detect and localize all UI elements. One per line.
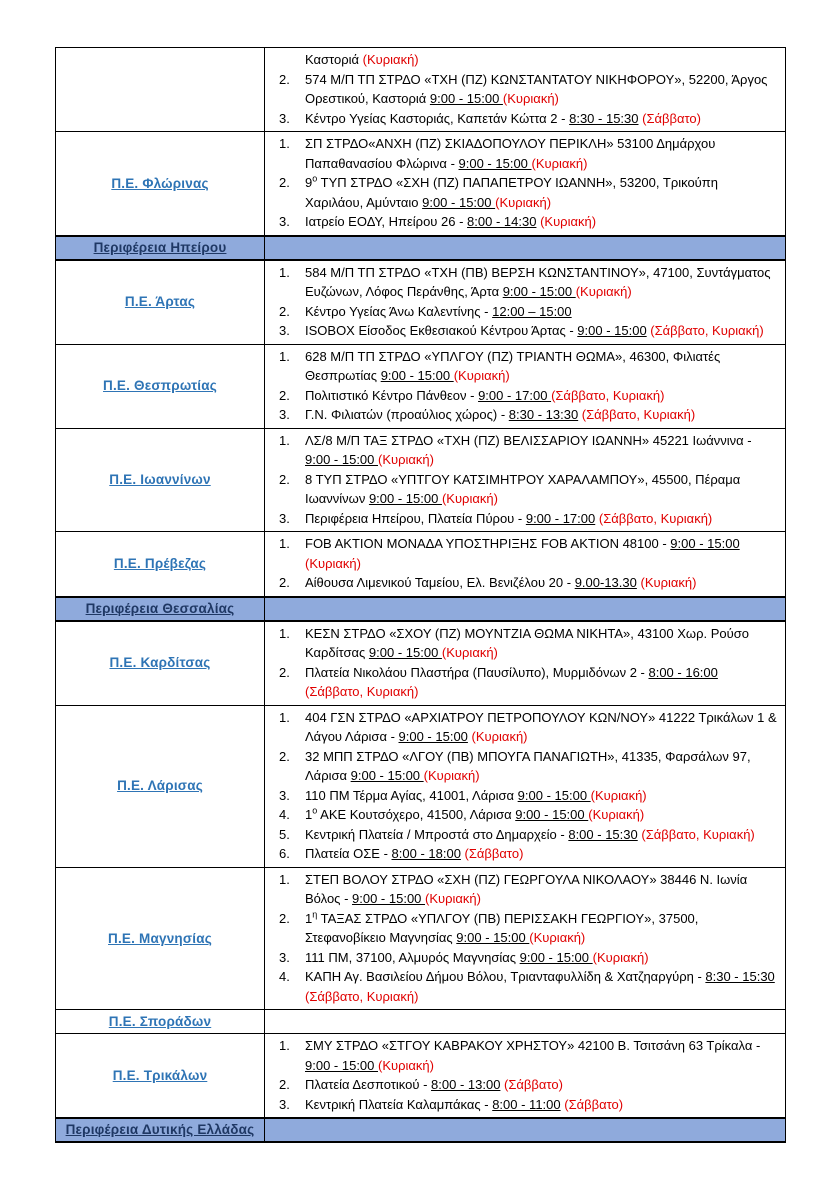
time-range: 9:00 - 15:00: [368, 645, 442, 660]
item-text-segment: Πλατεία Δεσποτικού -: [305, 1077, 432, 1092]
item-text-segment: ISOBOX Είσοδος Εκθεσιακού Κέντρου Άρτας -: [305, 323, 578, 338]
list-item: [279, 302, 779, 322]
section-header-cell: [56, 597, 265, 621]
region-link[interactable]: Π.Ε. Θεσπρωτίας: [103, 378, 217, 394]
locations-list-cell: [265, 532, 786, 597]
list-item: [279, 786, 779, 806]
item-text-segment: Ιατρείο ΕΟΔΥ, Ηπείρου 26 -: [305, 214, 468, 229]
region-name-cell: [56, 1010, 265, 1034]
item-text-segment: 574 Μ/Π ΤΠ ΣΤΡΔΟ «ΤΧΗ (ΠΖ) ΚΩΝΣΤΑΝΤΑΤΟΥ ΝΙΚΗΦΟΡΟΥ», 52200, Άργος Ορεστικού, Καστοριά: [305, 71, 768, 106]
item-number: 3.: [279, 323, 290, 338]
list-item: [279, 347, 779, 386]
region-row: [56, 132, 786, 236]
region-link[interactable]: Π.Ε. Ιωαννίνων: [109, 472, 211, 487]
section-header-row: [56, 597, 786, 621]
item-number: 1.: [279, 1038, 290, 1053]
day-note: (Σάββατο): [564, 1096, 624, 1112]
day-note: (Κυριακή): [540, 214, 597, 229]
list-item: [279, 948, 779, 968]
item-text: [305, 1075, 779, 1095]
time-range: 9:00 - 15:00: [456, 930, 530, 945]
region-link[interactable]: Π.Ε. Άρτας: [124, 294, 196, 310]
time-range: 9:00 - 15:00: [577, 323, 647, 338]
day-note: (Σάββατο, Κυριακή): [598, 510, 713, 526]
day-note: (Κυριακή): [423, 768, 480, 783]
list-item: [279, 263, 779, 302]
item-text-segment: ΚΑΠΗ Αγ. Βασιλείου Δήμου Βόλου, Τριανταφυλλίδη & Χατζηαργύρη -: [305, 969, 706, 984]
day-note: (Κυριακή): [441, 645, 498, 660]
day-note: (Κυριακή): [640, 575, 697, 590]
day-note: (Σάββατο, Κυριακή): [305, 988, 419, 1004]
region-row: [56, 1034, 786, 1119]
day-note: (Κυριακή): [305, 555, 361, 571]
item-text: [305, 573, 779, 593]
item-text-segment: ΚΕΣΝ ΣΤΡΔΟ «ΣΧΟΥ (ΠΖ) ΜΟΥΝΤΖΙΑ ΘΩΜΑ ΝΙΚΗΤΑ», 43100 Χωρ. Ρούσο Καρδίτσας: [305, 625, 749, 660]
item-text-segment: ΤΑΞΑΣ ΣΤΡΔΟ «ΥΠΛΓΟΥ (ΠΒ) ΠΕΡΙΣΣΑΚΗ ΓΕΩΡΓΙΟΥ», 37500, Στεφανοβίκειο Μαγνησίας: [305, 910, 699, 945]
region-row: [56, 705, 786, 867]
item-text-segment: 110 ΠΜ Τέρμα Αγίας, 41001, Λάρισα: [305, 787, 518, 803]
locations-list: [265, 622, 785, 705]
locations-list: [265, 532, 785, 596]
item-number: 1.: [279, 709, 290, 725]
list-item: [279, 321, 779, 341]
item-text-segment: Πολιτιστικό Κέντρο Πάνθεον -: [305, 387, 479, 403]
item-number: 2.: [279, 910, 290, 926]
region-name-cell: [56, 705, 265, 867]
list-item: [279, 870, 779, 909]
ordinal-superscript: ο: [312, 805, 318, 816]
item-text: [305, 534, 779, 573]
item-text: [305, 624, 779, 663]
list-item: [279, 109, 779, 129]
day-note: (Σάββατο, Κυριακή): [551, 387, 665, 403]
item-text-segment: Πλατεία ΟΣΕ -: [305, 846, 392, 861]
item-number: [279, 50, 305, 70]
list-item: [279, 509, 779, 529]
item-text-segment: Καστοριά: [305, 52, 363, 67]
time-range: 9.00-13.30: [574, 575, 637, 590]
item-text-segment: Κεντρική Πλατεία / Μπροστά στο Δημαρχείο -: [305, 826, 569, 842]
time-range: 9:00 - 15:00: [380, 368, 454, 383]
item-number: 2.: [279, 303, 290, 319]
item-number: 2.: [279, 1077, 290, 1092]
region-link[interactable]: Π.Ε. Τρικάλων: [112, 1067, 208, 1083]
item-text-segment: 404 ΓΣΝ ΣΤΡΔΟ «ΑΡΧΙΑΤΡΟΥ ΠΕΤΡΟΠΟΥΛΟΥ ΚΩΝ/ΝΟΥ» 41222 Τρικάλων 1 & Λάγου Λάρισα -: [305, 709, 777, 744]
item-text-segment: 628 Μ/Π ΤΠ ΣΤΡΔΟ «ΥΠΛΓΟΥ (ΠΖ) ΤΡΙΑΝΤΗ ΘΩΜΑ», 46300, Φιλιατές Θεσπρωτίας: [305, 348, 721, 383]
time-range: 9:00 - 15:00: [398, 729, 468, 744]
time-range: 9:00 - 17:00: [525, 510, 596, 526]
region-row: [56, 428, 786, 532]
region-link[interactable]: Π.Ε. Πρέβεζας: [113, 556, 207, 571]
section-header-row: [56, 1118, 786, 1142]
day-note: (Σάββατο, Κυριακή): [650, 323, 764, 338]
time-range: 9:00 - 15:00: [368, 491, 442, 506]
time-range: 9:00 - 15:00: [352, 891, 426, 906]
list-item: [279, 431, 779, 470]
region-name-cell: [56, 867, 265, 1010]
region-row: [56, 260, 786, 345]
item-number: 2.: [279, 575, 290, 590]
time-range: 9:00 - 15:00: [515, 807, 589, 822]
section-header-label[interactable]: Περιφέρεια Δυτικής Ελλάδας: [65, 1122, 255, 1138]
list-item: [279, 134, 779, 173]
day-note: (Κυριακή): [441, 491, 498, 506]
locations-list: [265, 132, 785, 235]
region-row: [56, 344, 786, 428]
section-header-label[interactable]: Περιφέρεια Ηπείρου: [93, 239, 227, 255]
region-row: [56, 48, 786, 132]
item-number: 4.: [279, 969, 290, 984]
time-range: 8:30 - 15:30: [705, 969, 775, 984]
section-header-empty-cell: [265, 597, 786, 621]
item-number: 2.: [279, 748, 290, 764]
list-item: [279, 573, 779, 593]
item-text: [305, 805, 779, 825]
time-range: 9:00 - 15:00: [350, 768, 424, 783]
item-text-segment: ΣΠ ΣΤΡΔΟ«ΑΝΧΗ (ΠΖ) ΣΚΙΑΔΟΠΟΥΛΟΥ ΠΕΡΙΚΛΗ» 53100 Δημάρχου Παπαθανασίου Φλώρινα -: [305, 136, 716, 171]
item-number: 1.: [279, 871, 290, 887]
item-text-segment: Κέντρο Υγείας Καστοριάς, Καπετάν Κώττα 2 -: [305, 110, 570, 126]
day-note: (Κυριακή): [425, 891, 481, 906]
item-text: [305, 663, 779, 702]
time-range: 8:00 - 13:00: [431, 1077, 501, 1092]
region-name-cell: [56, 532, 265, 597]
item-text: [305, 825, 779, 845]
day-note: (Κυριακή): [471, 729, 528, 744]
section-header-label[interactable]: Περιφέρεια Θεσσαλίας: [85, 600, 235, 616]
list-item: [279, 663, 779, 702]
item-text-segment: 111 ΠΜ, 37100, Αλμυρός Μαγνησίας: [305, 949, 520, 965]
item-text-segment: 1: [305, 807, 313, 822]
item-text: [305, 708, 779, 747]
list-item: [279, 747, 779, 786]
region-link[interactable]: Π.Ε. Μαγνησίας: [108, 930, 212, 946]
item-number: 2.: [279, 664, 290, 680]
locations-list-cell: [265, 132, 786, 236]
time-range: 9:00 - 15:00: [519, 949, 593, 965]
item-text: [305, 1036, 779, 1075]
item-text-segment: Αίθουσα Λιμενικού Ταμείου, Ελ. Βενιζέλου 20 -: [305, 575, 575, 590]
item-text: [305, 321, 779, 341]
day-note: (Κυριακή): [529, 930, 586, 945]
item-text: [305, 405, 779, 425]
region-link[interactable]: Π.Ε. Καρδίτσας: [109, 655, 211, 671]
region-link[interactable]: Π.Ε. Σποράδων: [108, 1013, 212, 1029]
item-number: 2.: [279, 471, 290, 487]
region-name-cell: [56, 344, 265, 428]
item-text-segment: ΛΣ/8 Μ/Π ΤΑΞ ΣΤΡΔΟ «ΤΧΗ (ΠΖ) ΒΕΛΙΣΣΑΡΙΟΥ ΙΩΑΝΝΗ» 45221 Ιωάννινα -: [305, 432, 752, 448]
list-item: [279, 386, 779, 406]
list-item: [279, 212, 779, 232]
locations-list-cell: [265, 48, 786, 132]
region-row: [56, 867, 786, 1010]
day-note: (Σάββατο): [642, 110, 701, 126]
list-item: [279, 624, 779, 663]
region-name-cell: [56, 132, 265, 236]
day-note: (Κυριακή): [453, 368, 510, 383]
time-range: 9:00 - 15:00: [429, 91, 503, 106]
list-item: [279, 844, 779, 864]
region-row: [56, 1010, 786, 1034]
item-number: 3.: [279, 510, 290, 526]
item-number: 3.: [279, 1096, 290, 1112]
time-range: 8:00 - 11:00: [492, 1096, 561, 1112]
item-number: 5.: [279, 826, 290, 842]
item-text-segment: 584 Μ/Π ΤΠ ΣΤΡΔΟ «ΤΧΗ (ΠΒ) ΒΕΡΣΗ ΚΩΝΣΤΑΝΤΙΝΟΥ», 47100, Συντάγματος Ευζώνων, Λόφος Περάνθης, Άρτα: [305, 264, 771, 299]
time-range: 8:30 - 15:30: [569, 110, 639, 126]
day-note: (Κυριακή): [378, 1057, 434, 1073]
time-range: 9:00 - 15:00: [422, 194, 496, 210]
item-text: [305, 302, 779, 322]
item-text: [305, 50, 779, 70]
day-note: (Κυριακή): [590, 787, 647, 803]
region-row: [56, 621, 786, 706]
day-note: (Κυριακή): [495, 194, 552, 210]
item-number: 1.: [279, 136, 290, 151]
list-item: [279, 909, 779, 948]
item-text: [305, 470, 779, 509]
locations-list: [265, 1010, 785, 1033]
item-number: 2.: [279, 175, 290, 190]
item-text-segment: 32 ΜΠΠ ΣΤΡΔΟ «ΛΓΟΥ (ΠΒ) ΜΠΟΥΓΑ ΠΑΝΑΓΙΩΤΗ», 41335, Φαρσάλων 97, Λάρισα: [305, 748, 751, 783]
item-text: [305, 70, 779, 109]
region-name-cell: [56, 260, 265, 345]
item-text-segment: 1: [305, 910, 313, 926]
time-range: 8:00 - 16:00: [648, 664, 718, 680]
locations-list: [265, 429, 785, 532]
locations-list-cell: [265, 1010, 786, 1034]
time-range: 8:00 - 15:30: [568, 826, 638, 842]
day-note: (Κυριακή): [588, 807, 645, 822]
item-text-segment: Κέντρο Υγείας Άνω Καλεντίνης -: [305, 303, 493, 319]
item-text-segment: Πλατεία Νικολάου Πλαστήρα (Παυσίλυπο), Μυρμιδόνων 2 -: [305, 664, 649, 680]
list-item: [279, 534, 779, 573]
day-note: (Σάββατο, Κυριακή): [581, 407, 696, 422]
item-number: 3.: [279, 110, 290, 126]
section-header-cell: [56, 1118, 265, 1142]
item-number: 1.: [279, 348, 290, 364]
item-text: [305, 509, 779, 529]
time-range: 8:00 - 14:30: [467, 214, 537, 229]
time-range: 9:00 - 17:00: [478, 387, 552, 403]
locations-list: [265, 868, 785, 1010]
item-text: [305, 386, 779, 406]
day-note: (Σάββατο): [464, 846, 524, 861]
item-text-segment: ΣΤΕΠ ΒΟΛΟΥ ΣΤΡΔΟ «ΣΧΗ (ΠΖ) ΓΕΩΡΓΟΥΛΑ ΝΙΚΟΛΑΟΥ» 38446 Ν. Ιωνία Βόλος -: [305, 871, 748, 906]
list-item: [279, 70, 779, 109]
day-note: (Σάββατο, Κυριακή): [641, 826, 755, 842]
locations-list-cell: [265, 1034, 786, 1119]
ordinal-superscript: ο: [312, 173, 318, 184]
item-number: 4.: [279, 807, 290, 822]
item-number: 1.: [279, 432, 290, 448]
item-text-segment: ΑΚΕ Κουτσόχερο, 41500, Λάρισα: [317, 807, 516, 822]
time-range: 8:30 - 13:30: [508, 407, 579, 422]
region-link[interactable]: Π.Ε. Λάρισας: [117, 778, 203, 794]
item-text-segment: 9: [305, 175, 313, 190]
item-text: [305, 431, 779, 470]
item-text: [305, 109, 779, 129]
list-item: [279, 1075, 779, 1095]
locations-list-cell: [265, 428, 786, 532]
locations-table-body: [56, 48, 786, 1143]
time-range: 9:00 - 15:00: [305, 1057, 378, 1073]
item-text: [305, 347, 779, 386]
time-range: 12:00 – 15:00: [492, 303, 572, 319]
section-header-empty-cell: [265, 1118, 786, 1142]
item-text: [305, 173, 779, 212]
day-note: (Κυριακή): [362, 52, 419, 67]
day-note: (Σάββατο): [504, 1077, 563, 1092]
region-name-cell: [56, 1034, 265, 1119]
locations-list: [265, 48, 785, 131]
day-note: (Κυριακή): [592, 949, 649, 965]
locations-list: [265, 1034, 785, 1117]
item-text: [305, 747, 779, 786]
list-item: [279, 405, 779, 425]
item-text: [305, 870, 779, 909]
item-text: [305, 844, 779, 864]
item-text-segment: Γ.Ν. Φιλιατών (προαύλιος χώρος) -: [305, 407, 509, 422]
time-range: 9:00 - 15:00: [502, 284, 576, 299]
list-item: [279, 825, 779, 845]
list-item: [279, 173, 779, 212]
list-item: [279, 708, 779, 747]
time-range: 9:00 - 15:00: [670, 536, 740, 551]
section-header-row: [56, 236, 786, 260]
item-number: 1.: [279, 625, 290, 641]
item-text: [305, 263, 779, 302]
item-number: 3.: [279, 787, 290, 803]
time-range: 9:00 - 15:00: [517, 787, 591, 803]
day-note: (Κυριακή): [502, 91, 559, 106]
locations-list-cell: [265, 260, 786, 345]
item-text: [305, 1095, 779, 1115]
time-range: 9:00 - 15:00: [305, 452, 378, 467]
item-number: 1.: [279, 536, 290, 551]
locations-list: [265, 706, 785, 867]
region-row: [56, 532, 786, 597]
list-item: [279, 967, 779, 1006]
day-note: (Κυριακή): [575, 284, 632, 299]
item-text: [305, 786, 779, 806]
item-text: [305, 134, 779, 173]
item-text-segment: ΤΥΠ ΣΤΡΔΟ «ΣΧΗ (ΠΖ) ΠΑΠΑΠΕΤΡΟΥ ΙΩΑΝΝΗ», 53200, Τρικούπη Χαριλάου, Αμύνταιο: [305, 175, 718, 210]
item-text-segment: ΣΜΥ ΣΤΡΔΟ «ΣΤΓΟΥ ΚΑΒΡΑΚΟΥ ΧΡΗΣΤΟΥ» 42100 Β. Τσιτσάνη 63 Τρίκαλα -: [305, 1038, 761, 1053]
item-text: [305, 967, 779, 1006]
day-note: (Κυριακή): [378, 452, 434, 467]
item-text: [305, 212, 779, 232]
item-text-segment: 8 ΤΥΠ ΣΤΡΔΟ «ΥΠΤΓΟΥ ΚΑΤΣΙΜΗΤΡΟΥ ΧΑΡΑΛΑΜΠΟΥ», 45500, Πέραμα Ιωαννίνων: [305, 471, 741, 506]
locations-list: [265, 261, 785, 344]
item-text-segment: FOB AKTION ΜΟΝΑΔΑ ΥΠΟΣΤΗΡΙΞΗΣ FOB AKTION 48100 -: [305, 536, 671, 551]
item-number: 6.: [279, 846, 290, 861]
day-note: (Σάββατο, Κυριακή): [305, 684, 419, 699]
item-text-segment: Κεντρική Πλατεία Καλαμπάκας -: [305, 1096, 493, 1112]
item-text: [305, 948, 779, 968]
locations-list-cell: [265, 867, 786, 1010]
list-item: [279, 50, 779, 70]
time-range: 8:00 - 18:00: [391, 846, 461, 861]
section-header-empty-cell: [265, 236, 786, 260]
item-number: 3.: [279, 949, 290, 965]
ordinal-superscript: η: [312, 909, 318, 920]
locations-list-cell: [265, 344, 786, 428]
item-text-segment: Περιφέρεια Ηπείρου, Πλατεία Πύρου -: [305, 510, 526, 526]
item-number: 1.: [279, 264, 290, 280]
region-name-cell: [56, 428, 265, 532]
item-number: 3.: [279, 214, 290, 229]
list-item: [279, 1036, 779, 1075]
list-item: [279, 805, 779, 825]
locations-list-cell: [265, 621, 786, 706]
region-link[interactable]: Π.Ε. Φλώρινας: [111, 175, 209, 191]
time-range: 9:00 - 15:00: [458, 155, 532, 171]
item-text: [305, 909, 779, 948]
item-number: 2.: [279, 387, 290, 403]
list-item: [279, 470, 779, 509]
section-header-cell: [56, 236, 265, 260]
region-name-cell: [56, 48, 265, 132]
locations-list: [265, 345, 785, 428]
locations-list-cell: [265, 705, 786, 867]
item-number: 2.: [279, 71, 290, 87]
locations-table: [55, 47, 786, 1143]
list-item: [279, 1095, 779, 1115]
item-number: 3.: [279, 407, 290, 422]
region-name-cell: [56, 621, 265, 706]
day-note: (Κυριακή): [531, 155, 588, 171]
